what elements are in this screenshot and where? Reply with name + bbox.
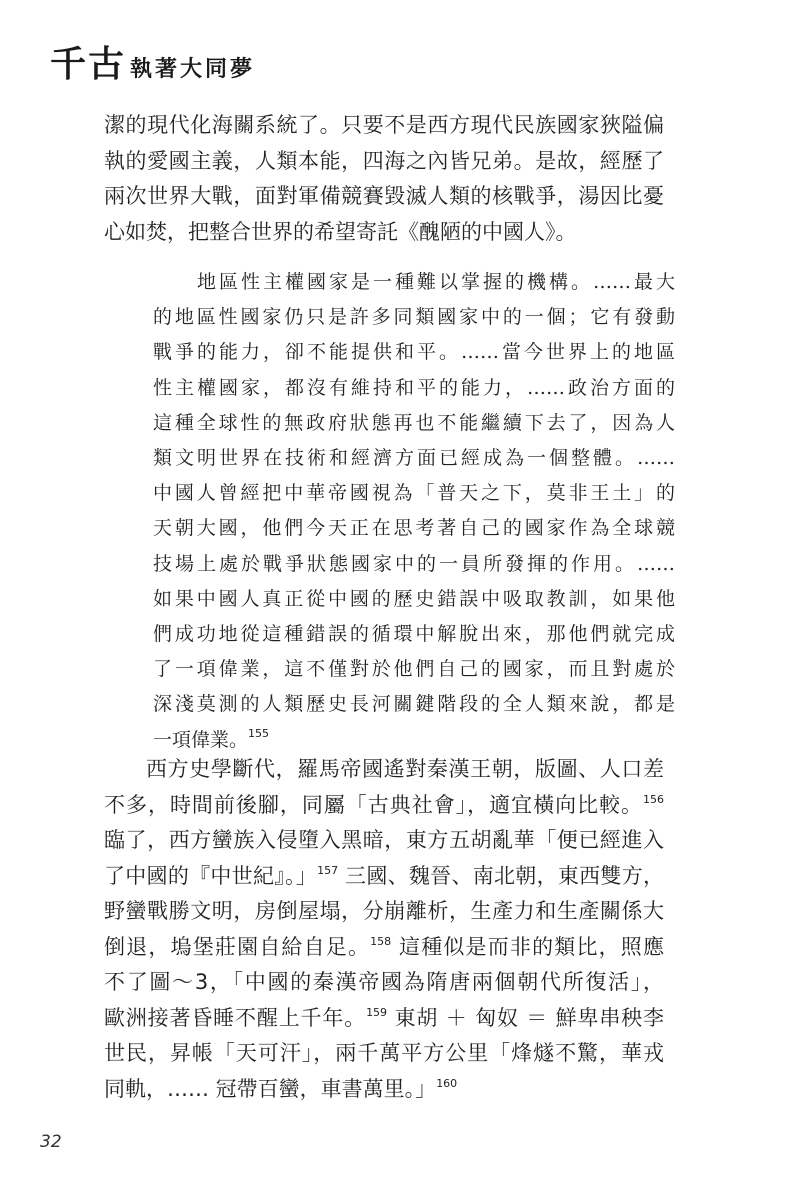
text-fragment: 同軌，…… 冠帶百蠻，車書萬里。」	[104, 1076, 437, 1101]
running-header	[50, 36, 255, 87]
text-fragment: 歐洲接著昏睡不醒上千年。	[104, 1005, 367, 1030]
footnote-ref-155: 155	[248, 726, 270, 740]
text-line: 野蠻戰勝文明，房倒屋塌，分崩離析，生產力和生產關係大	[104, 899, 664, 923]
text-line: 臨了，西方蠻族入侵墮入黑暗，東方五胡亂華「便已經進入	[104, 828, 664, 852]
text-fragment: 東胡 ＋ 匈奴 ＝ 鮮卑串秧李	[387, 1005, 664, 1030]
text-line	[104, 930, 664, 966]
text-line	[104, 1001, 664, 1037]
text-line	[104, 859, 664, 895]
text-line: 執的愛國主義，人類本能，四海之內皆兄弟。是故，經歷了	[104, 148, 664, 173]
footnote-ref-159: 159	[366, 1005, 388, 1019]
footnote-ref-156: 156	[643, 792, 664, 806]
quote-line: 如果中國人真正從中國的歷史錯誤中吸取教訓，如果他	[153, 587, 675, 610]
quote-line: 地區性主權國家是一種難以掌握的機構。……最大	[197, 271, 675, 293]
text-line: 西方史學斷代，羅馬帝國遙對秦漢王朝，版圖、人口差	[146, 757, 664, 781]
quote-line: 性主權國家，都沒有維持和平的能力，……政治方面的	[153, 376, 675, 399]
paragraph-continued	[104, 108, 664, 250]
footnote-ref-158: 158	[370, 934, 392, 948]
text-line: 不了圖～3，「中國的秦漢帝國為隋唐兩個朝代所復活」，	[104, 970, 664, 994]
book-title-large: 千古	[50, 43, 127, 85]
quote-line: 技場上處於戰爭狀態國家中的一員所發揮的作用。……	[153, 552, 675, 575]
quote-line: 中國人曾經把中華帝國視為「普天之下，莫非王土」的	[153, 482, 675, 505]
quote-line: 們成功地從這種錯誤的循環中解脫出來，那他們就完成	[153, 623, 675, 646]
text-fragment: 不多，時間前後腳，同屬「古典社會」，適宜橫向比較。	[104, 792, 643, 817]
quote-line: 深淺莫測的人類歷史長河關鍵階段的全人類來說，都是	[153, 693, 675, 716]
text-fragment: 三國、魏晉、南北朝，東西雙方，	[338, 863, 664, 888]
quote-line: 這種全球性的無政府狀態再也不能繼續下去了，因為人	[153, 411, 675, 434]
text-line	[104, 788, 664, 824]
quote-line: 的地區性國家仍只是許多同類國家中的一個；它有發動	[153, 306, 675, 329]
text-line: 世民，昇帳「天可汗」，兩千萬平方公里「烽燧不驚，華戎	[104, 1041, 664, 1065]
text-line: 潔的現代化海關系統了。只要不是西方現代民族國家狹隘偏	[104, 113, 664, 137]
text-fragment: 了中國的『中世紀』。」	[104, 863, 318, 888]
footnote-ref-160: 160	[436, 1076, 458, 1090]
text-fragment: 倒退，塢堡莊園自給自足。	[104, 934, 371, 959]
text-fragment: 這種似是而非的類比，照應	[391, 934, 664, 959]
block-quote	[153, 265, 675, 758]
quote-text: 一項偉業。	[153, 728, 249, 751]
footnote-ref-157: 157	[317, 863, 339, 877]
page-number: 32	[40, 1132, 62, 1152]
text-line: 兩次世界大戰，面對軍備競賽毀滅人類的核戰爭，湯因比憂	[104, 184, 664, 208]
quote-line: 戰爭的能力，卻不能提供和平。……當今世界上的地區	[153, 341, 675, 364]
book-title-small: 執著大同夢	[130, 56, 256, 82]
quote-line: 天朝大國，他們今天正在思考著自己的國家作為全球競	[153, 517, 675, 540]
quote-line: 類文明世界在技術和經濟方面已經成為一個整體。……	[153, 447, 675, 470]
text-line: 心如焚，把整合世界的希望寄託《醜陋的中國人》。	[104, 219, 577, 244]
paragraph-history	[104, 752, 664, 1107]
quote-line: 了一項偉業，這不僅對於他們自己的國家，而且對處於	[153, 658, 675, 681]
text-line	[104, 1072, 664, 1108]
